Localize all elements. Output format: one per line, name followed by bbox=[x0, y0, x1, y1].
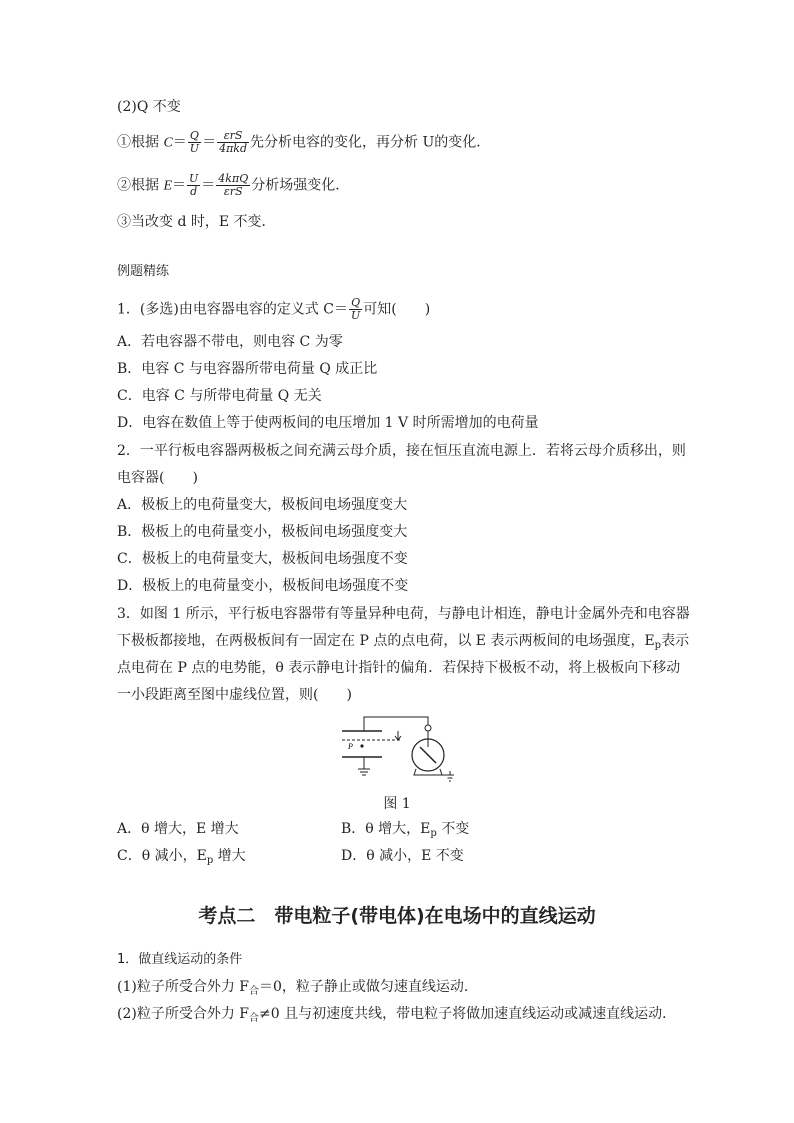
var: E bbox=[163, 178, 173, 194]
text-line: ③当改变 d 时，E 不变． bbox=[117, 214, 276, 230]
denominator: d bbox=[190, 185, 198, 198]
question-2-line2: 电容器( ) bbox=[117, 470, 198, 486]
eq: ＝ bbox=[172, 134, 187, 151]
option-c: C．极板上的电荷量变大，极板间电场强度不变 bbox=[117, 551, 408, 567]
option-d: D．电容在数值上等于使两板间的电压增加 1 V 时所需增加的电荷量 bbox=[117, 415, 539, 431]
option-b: B．极板上的电荷量变小，极板间电场强度变大 bbox=[117, 524, 408, 540]
option-b: B．电容 C 与电容器所带电荷量 Q 成正比 bbox=[117, 361, 378, 377]
numerator: U bbox=[189, 172, 199, 185]
subscript: p bbox=[430, 828, 437, 839]
var: C bbox=[163, 135, 173, 151]
denominator: U bbox=[189, 142, 200, 155]
numerator: εrS bbox=[217, 130, 249, 143]
electroscope-knob bbox=[425, 725, 431, 731]
section-title: 考点二 带电粒子(带电体)在电场中的直线运动 bbox=[198, 905, 596, 927]
fraction bbox=[187, 173, 200, 198]
subscript: 合 bbox=[249, 986, 259, 997]
option-b bbox=[341, 819, 469, 844]
text: 可知( ) bbox=[363, 301, 431, 318]
text: B．θ 增大，E bbox=[341, 821, 431, 837]
text: ＝0，粒子静止或做匀速直线运动． bbox=[259, 979, 478, 995]
text: 下极板都接地，在两极板间有一固定在 P 点的点电荷，以 E 表示两板间的电场强度，E bbox=[117, 633, 655, 649]
text: 分析场强变化． bbox=[251, 177, 350, 194]
numerator: Q bbox=[349, 297, 362, 310]
fraction bbox=[217, 130, 249, 155]
text: ①根据 bbox=[117, 134, 164, 151]
text: (1)粒子所受合外力 F bbox=[117, 979, 249, 995]
eq: ＝ bbox=[201, 177, 216, 194]
text: 先分析电容的变化，再分析 U的变化． bbox=[250, 134, 491, 151]
formula-line-field bbox=[117, 173, 349, 198]
text-line: (2)Q 不变 bbox=[117, 99, 181, 115]
text: ≠0 且与初速度共线，带电粒子将做加速直线运动或减速直线运动． bbox=[259, 1006, 677, 1022]
numerator: Q bbox=[188, 130, 201, 143]
denominator: U bbox=[351, 309, 361, 322]
question-1 bbox=[117, 297, 430, 322]
text-line bbox=[117, 1004, 676, 1029]
fraction bbox=[188, 130, 201, 155]
text: 增大 bbox=[213, 848, 246, 864]
label-p: P bbox=[348, 742, 353, 751]
point-charge bbox=[360, 744, 363, 747]
question-3-line1: 3．如图 1 所示，平行板电容器带有等量异种电荷，与静电计相连，静电计金属外壳和电容器 bbox=[117, 606, 690, 622]
option-a: A．极板上的电荷量变大，极板间电场强度变大 bbox=[117, 497, 408, 513]
subscript: p bbox=[206, 855, 214, 866]
formula-line-capacitance bbox=[117, 130, 490, 155]
subscript: 合 bbox=[249, 1013, 259, 1024]
text: 1．(多选)由电容器电容的定义式 C＝ bbox=[117, 301, 348, 318]
figure-caption: 图 1 bbox=[383, 796, 411, 812]
text-line bbox=[117, 977, 478, 1002]
option-c: C．电容 C 与所带电荷量 Q 无关 bbox=[117, 388, 322, 404]
option-d: D．θ 减小，E 不变 bbox=[341, 848, 464, 864]
text: (2)粒子所受合外力 F bbox=[117, 1006, 249, 1022]
option-c bbox=[117, 846, 246, 871]
denominator: εrS bbox=[223, 185, 243, 198]
question-3-line2 bbox=[117, 631, 689, 656]
denominator: 4πkd bbox=[219, 142, 248, 155]
option-d: D．极板上的电荷量变小，极板间电场强度不变 bbox=[117, 578, 409, 594]
text: C．θ 减小，E bbox=[117, 848, 207, 864]
numerator: 4kπQ bbox=[218, 172, 249, 185]
text: 不变 bbox=[436, 821, 470, 837]
fraction bbox=[349, 297, 362, 322]
option-a: A．θ 增大，E 增大 bbox=[117, 821, 239, 837]
fraction bbox=[216, 173, 250, 198]
text: 表示 bbox=[661, 633, 690, 649]
section-heading: 例题精练 bbox=[117, 264, 170, 279]
subsection-heading: 1．做直线运动的条件 bbox=[117, 952, 243, 967]
question-2-line1: 2．一平行板电容器两极板之间充满云母介质，接在恒压直流电源上．若将云母介质移出，则 bbox=[117, 443, 686, 459]
capacitor-electroscope-figure bbox=[336, 713, 466, 783]
eq: ＝ bbox=[202, 134, 217, 151]
question-3-line3: 点电荷在 P 点的电势能，θ 表示静电计指针的偏角．若保持下极板不动，将上极板向下移动 bbox=[117, 660, 681, 676]
wire bbox=[364, 717, 428, 731]
option-a: A．若电容器不带电，则电容 C 为零 bbox=[117, 334, 343, 350]
eq: ＝ bbox=[172, 177, 187, 194]
question-3-line4: 一小段距离至图中虚线位置，则( ) bbox=[117, 687, 352, 703]
text: ②根据 bbox=[117, 177, 164, 194]
subscript: p bbox=[654, 640, 662, 651]
